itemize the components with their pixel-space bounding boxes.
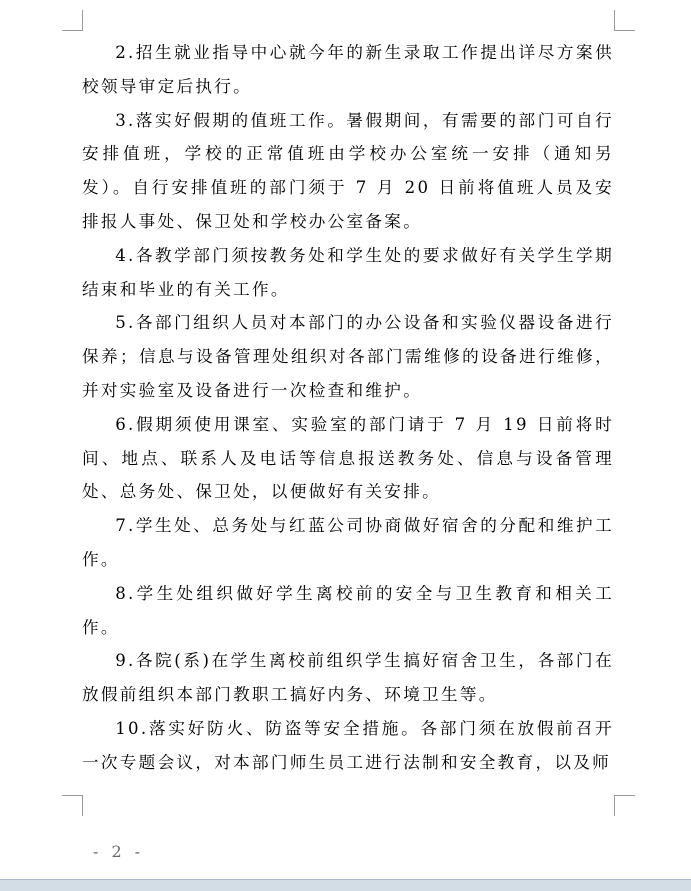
document-body[interactable]	[82, 36, 614, 780]
paragraph-item-7: 7.学生处、总务处与红蓝公司协商做好宿舍的分配和维护工作。	[82, 516, 614, 569]
paragraph-item-4: 4.各教学部门须按教务处和学生处的要求做好有关学生学期结束和毕业的有关工作。	[82, 245, 614, 299]
paragraph-item-10: 10.落实好防火、防盗等安全措施。各部门须在放假前召开一次专题会议，对本部门师生员工进行法制和安全教育，以及师	[82, 718, 614, 772]
paragraph-item-2: 2.招生就业指导中心就今年的新生录取工作提出详尽方案供校领导审定后执行。	[82, 43, 614, 96]
crop-mark-bottom-right	[614, 795, 635, 816]
crop-mark-top-right	[614, 10, 635, 31]
paragraph-item-9: 9.各院(系)在学生离校前组织学生搞好宿舍卫生，各部门在放假前组织本部门教职工搞好内务、环境卫生等。	[82, 651, 614, 705]
crop-mark-bottom-left	[62, 795, 83, 816]
paragraph-item-8: 8.学生处组织做好学生离校前的安全与卫生教育和相关工作。	[82, 583, 614, 637]
paragraph-item-3: 3.落实好假期的值班工作。暑假期间，有需要的部门可自行安排值班，学校的正常值班由学校办公室统一安排（通知另发）。自行安排值班的部门须于 7 月 20 日前将值班人员及安排报人事处、保卫处和学校办公室备案。	[82, 110, 614, 231]
page-number: - 2 -	[93, 842, 145, 861]
paragraph-item-6: 6.假期须使用课室、实验室的部门请于 7 月 19 日前将时间、地点、联系人及电话等信息报送教务处、信息与设备管理处、总务处、保卫处，以便做好有关安排。	[82, 414, 614, 502]
crop-mark-top-left	[62, 10, 83, 31]
paragraph-item-5: 5.各部门组织人员对本部门的办公设备和实验仪器设备进行保养；信息与设备管理处组织对各部门需维修的设备进行维修，并对实验室及设备进行一次检查和维护。	[82, 313, 614, 400]
window-bottom-edge	[0, 879, 691, 891]
